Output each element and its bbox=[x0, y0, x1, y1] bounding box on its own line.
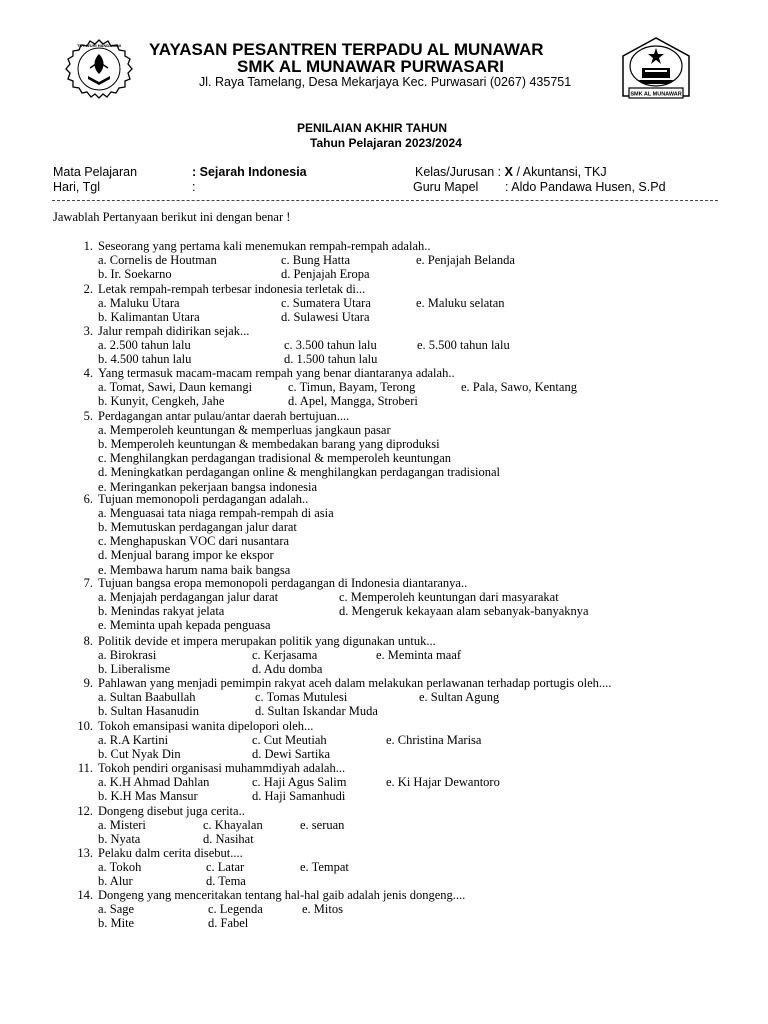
answer-option: a. Cornelis de Houtman bbox=[98, 253, 217, 268]
answer-option: c. Memperoleh keuntungan dari masyarakat bbox=[339, 590, 559, 605]
question-text: Tujuan memonopoli perdagangan adalah.. bbox=[98, 492, 309, 506]
answer-option: b. Memutuskan perdagangan jalur darat bbox=[98, 520, 297, 535]
answer-option: b. Mite bbox=[98, 916, 135, 931]
answer-option: c. Tomas Mutulesi bbox=[255, 690, 348, 705]
answer-option: c. Latar bbox=[206, 860, 245, 875]
answer-option: c. Menghapuskan VOC dari nusantara bbox=[98, 534, 290, 549]
answer-option: e. Maluku selatan bbox=[416, 296, 505, 311]
question-number: 14. bbox=[77, 888, 93, 902]
answer-option: a. Sage bbox=[98, 902, 135, 917]
question-number: 11. bbox=[77, 761, 93, 775]
question-number: 6. bbox=[83, 492, 93, 506]
answer-option: e. Christina Marisa bbox=[386, 733, 482, 748]
answer-option: e. Meminta upah kepada penguasa bbox=[98, 618, 271, 633]
question-text: Letak rempah-rempah terbesar indonesia terletak di... bbox=[98, 282, 366, 296]
answer-option: d. Nasihat bbox=[203, 832, 254, 847]
question-text: Yang termasuk macam-macam rempah yang benar diantaranya adalah.. bbox=[98, 366, 455, 380]
answer-option: a. Birokrasi bbox=[98, 648, 157, 663]
answer-option: c. Kerjasama bbox=[252, 648, 318, 663]
question-number: 7. bbox=[83, 576, 93, 590]
class-info bbox=[415, 165, 607, 179]
answer-option: e. Meminta maaf bbox=[376, 648, 462, 663]
answer-option: e. 5.500 tahun lalu bbox=[417, 338, 510, 353]
answer-option: d. Mengeruk kekayaan alam sebanyak-banyaknya bbox=[339, 604, 589, 619]
answer-option: b. Alur bbox=[98, 874, 133, 889]
answer-option: c. Menghilangkan perdagangan tradisional & memperoleh keuntungan bbox=[98, 451, 452, 466]
question-text: Pelaku dalm cerita disebut.... bbox=[98, 846, 243, 860]
dashed-divider bbox=[52, 200, 718, 201]
answer-option: d. Sultan Iskandar Muda bbox=[255, 704, 378, 719]
answer-option: e. Ki Hajar Dewantoro bbox=[386, 775, 500, 790]
answer-option: d. Haji Samanhudi bbox=[252, 789, 346, 804]
answer-option: a. Memperoleh keuntungan & memperluas jangkaun pasar bbox=[98, 423, 391, 438]
question-number: 2. bbox=[83, 282, 93, 296]
answer-option: c. Sumatera Utara bbox=[281, 296, 371, 311]
question-text: Dongeng disebut juga cerita.. bbox=[98, 804, 245, 818]
foundation-name: YAYASAN PESANTREN TERPADU AL MUNAWAR bbox=[149, 40, 544, 59]
answer-option: a. Menguasai tata niaga rempah-rempah di asia bbox=[98, 506, 334, 521]
question-number: 10. bbox=[77, 719, 93, 733]
answer-option: c. Cut Meutiah bbox=[252, 733, 327, 748]
question-text: Dongeng yang menceritakan tentang hal-hal gaib adalah jenis dongeng.... bbox=[98, 888, 466, 902]
question-text: Politik devide et impera merupakan politik yang digunakan untuk... bbox=[98, 634, 436, 648]
answer-option: c. Khayalan bbox=[203, 818, 263, 833]
answer-option: a. Maluku Utara bbox=[98, 296, 180, 311]
answer-option: b. Liberalisme bbox=[98, 662, 171, 677]
subject-label: Mata Pelajaran bbox=[53, 165, 138, 179]
answer-option: b. Cut Nyak Din bbox=[98, 747, 181, 762]
answer-option: d. Tema bbox=[206, 874, 246, 889]
answer-option: d. Apel, Mangga, Stroberi bbox=[288, 394, 418, 409]
answer-option: d. Sulawesi Utara bbox=[281, 310, 370, 325]
answer-option: a. Tokoh bbox=[98, 860, 142, 875]
exam-title: PENILAIAN AKHIR TAHUN bbox=[297, 121, 447, 135]
question-text: Tokoh pendiri organisasi muhammdiyah adalah... bbox=[98, 761, 346, 775]
question-text: Pahlawan yang menjadi pemimpin rakyat aceh dalam melakukan perlawanan terhadap portugis oleh.... bbox=[98, 676, 612, 690]
answer-option: a. Tomat, Sawi, Daun kemangi bbox=[98, 380, 253, 395]
question-text: Perdagangan antar pulau/antar daerah bertujuan.... bbox=[98, 409, 350, 423]
answer-option: b. 4.500 tahun lalu bbox=[98, 352, 192, 367]
teacher-value: : Aldo Pandawa Husen, S.Pd bbox=[505, 180, 666, 194]
answer-option: e. Tempat bbox=[300, 860, 349, 875]
answer-option: b. Sultan Hasanudin bbox=[98, 704, 200, 719]
answer-option: e. Penjajah Belanda bbox=[416, 253, 515, 268]
answer-option: d. Dewi Sartika bbox=[252, 747, 331, 762]
right-logo-text: SMK AL MUNAWAR bbox=[630, 91, 682, 98]
answer-option: b. Kunyit, Cengkeh, Jahe bbox=[98, 394, 225, 409]
question-text: Seseorang yang pertama kali menemukan rempah-rempah adalah.. bbox=[98, 239, 431, 253]
answer-option: c. 3.500 tahun lalu bbox=[284, 338, 377, 353]
answer-option: b. Menindas rakyat jelata bbox=[98, 604, 225, 619]
answer-option: e. Sultan Agung bbox=[419, 690, 500, 705]
answer-option: e. Membawa harum nama baik bangsa bbox=[98, 562, 291, 577]
answer-option: a. Menjajah perdagangan jalur darat bbox=[98, 590, 279, 605]
school-logo bbox=[617, 36, 695, 104]
answer-option: e. Mitos bbox=[302, 902, 343, 917]
answer-option: a. Sultan Baabullah bbox=[98, 690, 196, 705]
answer-option: c. Haji Agus Salim bbox=[252, 775, 347, 790]
subject-value: : Sejarah Indonesia bbox=[192, 165, 307, 179]
exam-year: Tahun Pelajaran 2023/2024 bbox=[310, 136, 462, 150]
question-number: 1. bbox=[83, 239, 93, 253]
answer-option: a. K.H Ahmad Dahlan bbox=[98, 775, 210, 790]
left-logo-text: TUT WURI HANDAYANI bbox=[77, 43, 121, 48]
question-number: 4. bbox=[83, 366, 93, 380]
class-value-rest: / Akuntansi, TKJ bbox=[513, 165, 607, 179]
instruction-text: Jawablah Pertanyaan berikut ini dengan benar ! bbox=[53, 210, 291, 224]
answer-option: d. Meningkatkan perdagangan online & menghilangkan perdagangan tradisional bbox=[98, 465, 500, 480]
answer-option: b. Ir. Soekarno bbox=[98, 267, 172, 282]
question-number: 9. bbox=[83, 676, 93, 690]
answer-option: d. Menjual barang impor ke ekspor bbox=[98, 548, 274, 563]
teacher-label: Guru Mapel bbox=[413, 180, 479, 194]
date-label: Hari, Tgl bbox=[53, 180, 101, 194]
class-label: Kelas/Jurusan : bbox=[415, 165, 502, 179]
school-name: SMK AL MUNAWAR PURWASARI bbox=[237, 57, 504, 76]
class-value-bold: X bbox=[504, 165, 513, 179]
answer-option: b. Kalimantan Utara bbox=[98, 310, 200, 325]
question-number: 13. bbox=[77, 846, 93, 860]
school-address: Jl. Raya Tamelang, Desa Mekarjaya Kec. Purwasari (0267) 435751 bbox=[199, 75, 572, 89]
answer-option: a. 2.500 tahun lalu bbox=[98, 338, 191, 353]
tut-wuri-handayani-logo bbox=[64, 38, 134, 102]
answer-option: b. K.H Mas Mansur bbox=[98, 789, 198, 804]
answer-option: e. Meringankan pekerjaan bangsa indonesia bbox=[98, 479, 318, 494]
date-value: : bbox=[192, 180, 196, 194]
answer-option: c. Timun, Bayam, Terong bbox=[288, 380, 416, 395]
answer-option: a. R.A Kartini bbox=[98, 733, 169, 748]
answer-option: a. Misteri bbox=[98, 818, 146, 833]
answer-option: d. Adu domba bbox=[252, 662, 323, 677]
question-number: 8. bbox=[83, 634, 93, 648]
answer-option: e. Pala, Sawo, Kentang bbox=[461, 380, 577, 395]
answer-option: c. Legenda bbox=[208, 902, 263, 917]
question-number: 12. bbox=[77, 804, 93, 818]
question-number: 5. bbox=[83, 409, 93, 423]
answer-option: b. Nyata bbox=[98, 832, 141, 847]
answer-option: b. Memperoleh keuntungan & membedakan barang yang diproduksi bbox=[98, 437, 440, 452]
question-text: Jalur rempah didirikan sejak... bbox=[98, 324, 250, 338]
answer-option: e. seruan bbox=[300, 818, 345, 833]
question-text: Tokoh emansipasi wanita dipelopori oleh... bbox=[98, 719, 314, 733]
answer-option: d. 1.500 tahun lalu bbox=[284, 352, 378, 367]
question-number: 3. bbox=[83, 324, 93, 338]
answer-option: d. Fabel bbox=[208, 916, 249, 931]
question-text: Tujuan bangsa eropa memonopoli perdagangan di Indonesia diantaranya.. bbox=[98, 576, 468, 590]
answer-option: c. Bung Hatta bbox=[281, 253, 351, 268]
answer-option: d. Penjajah Eropa bbox=[281, 267, 370, 282]
